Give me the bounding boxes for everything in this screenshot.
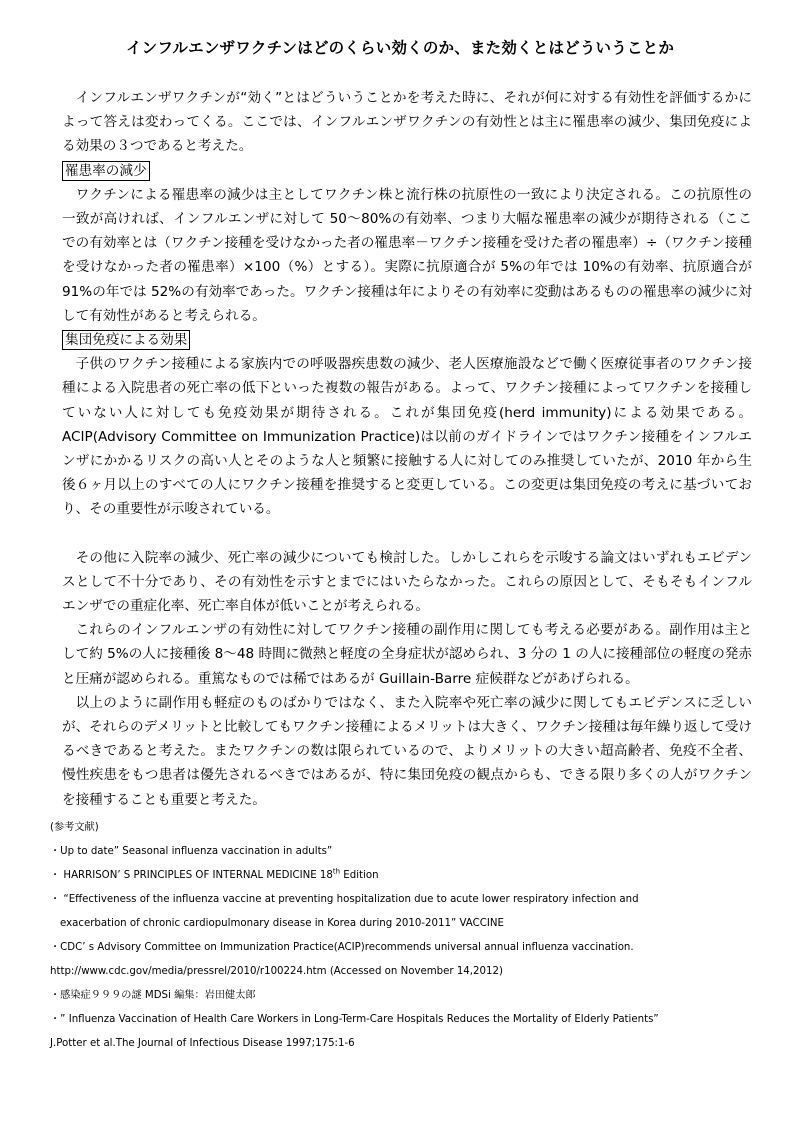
paragraph-5: 以上のように副作用も軽症のものばかりではなく、また入院率や死亡率の減少に関してもエビデンスに乏しいが、それらのデメリットと比較してもワクチン接種によるメリットは大きく、ワクチン接種は毎年繰り返して受けるべきであると考えた。またワクチンの数は限られているので、よりメリットの大きい超高齢者、免疫不全者、慢性疾患をもつ患者は優先されるべきではあるが、特に集団免疫の観点からも、できる限り多くの人がワクチンを接種することも重要と考えた。: [62, 694, 753, 808]
reference-4-line-1: ・CDC’ s Advisory Committee on Immunization Practice(ACIP)recommends universal annual influenza vaccination.: [50, 942, 634, 953]
references-heading: (参考文献): [50, 822, 99, 833]
reference-3-line-1: ・ “Effectiveness of the influenza vaccine at preventing hospitalization due to acute lower respiratory infection and: [50, 894, 639, 905]
reference-2-main: ・ HARRISON’ S PRINCIPLES OF INTERNAL MEDICINE 18: [50, 870, 333, 881]
section1-heading-line: [62, 159, 752, 183]
paragraph-3: その他に入院率の減少、死亡率の減少についても検討した。しかしこれらを示唆する論文はいずれもエビデンスとして不十分であり、その有効性を示すとまでにはいたらなかった。これらの原因として、そもそもインフルエンザでの重症化率、死亡率自体が低いことが考えられる。: [62, 549, 752, 615]
section2-heading-line: [62, 328, 752, 352]
section1-paragraph: ワクチンによる罹患率の減少は主としてワクチン株と流行株の抗原性の一致により決定される。この抗原性の一致が高ければ、インフルエンザに対して 50～80%の有効率、つまり大幅な罹患率の減少が期待される（ここでの有効率とは（ワクチン接種を受けなかった者の罹患率－ワクチン接種を受けた者の罹患率）÷（ワクチン接種を受けなかった者の罹患率）×100（%）とする）。実際に抗原適合が 5%の年では 10%の有効率、抗原適合が 91%の年では 52%の有効率であった。ワクチン接種は年によりその有効率に変動はあるものの罹患率の減少に対して有効性があると考えられる。: [62, 186, 752, 324]
reference-2: [50, 864, 760, 888]
reference-6-line-1: ・” Influenza Vaccination of Health Care Workers in Long-Term-Care Hospitals Reduces the Mortality of Elderly Patients”: [50, 1014, 659, 1025]
section2-heading: 集団免疫による効果: [62, 330, 190, 350]
references-list: [50, 816, 760, 1056]
reference-4-line-2: http://www.cdc.gov/media/pressrel/2010/r100224.htm (Accessed on November 14,2012): [50, 966, 503, 977]
section2-paragraph: 子供のワクチン接種による家族内での呼吸器疾患数の減少、老人医療施設などで働く医療従事者のワクチン接種による入院患者の死亡率の低下といった複数の報告がある。よって、ワクチン接種によってワクチンを接種していない人に対しても免疫効果が期待される。これが集団免疫(herd immunity)による効果である。ACIP(Advisory Committee on Immunization Practice)は以前のガイドラインではワクチン接種をインフルエンザにかかるリスクの高い人とそのような人と頻繁に接触する人に対してのみ推奨していたが、2010 年から生後６ヶ月以上のすべての人にワクチン接種を推奨すると変更している。この変更は集団免疫の考えに基づいており、その重要性が示唆されている。: [62, 356, 752, 518]
section1-heading: 罹患率の減少: [62, 161, 150, 181]
document-title: インフルエンザワクチンはどのくらい効くのか、また効くとはどういうことか: [125, 39, 675, 57]
paragraph-gap: [62, 522, 752, 546]
reference-3-line-2: exacerbation of chronic cardiopulmonary disease in Korea during 2010-2011” VACCINE: [60, 918, 504, 929]
reference-6-line-2: J.Potter et al.The Journal of Infectious Disease 1997;175:1-6: [50, 1038, 355, 1049]
reference-5: ・感染症９９９の謎 MDSi 編集：岩田健太郎: [50, 990, 256, 1001]
reference-1: ・Up to date” Seasonal influenza vaccination in adults”: [50, 846, 333, 857]
intro-paragraph: インフルエンザワクチンが“効く”とはどういうことかを考えた時に、それが何に対する有効性を評価するかによって答えは変わってくる。ここでは、インフルエンザワクチンの有効性とは主に罹患率の減少、集団免疫による効果の３つであると考えた。: [62, 90, 752, 155]
reference-2-tail: Edition: [340, 870, 379, 881]
paragraph-4: これらのインフルエンザの有効性に対してワクチン接種の副作用に関しても考える必要がある。副作用は主として約 5%の人に接種後 8～48 時間に微熱と軽度の全身症状が認められ、3 分の 1 の人に接種部位の軽度の発赤と圧痛が認められる。重篤なものでは稀ではあるが Guillain-Barre 症候群などがあげられる。: [62, 622, 752, 687]
reference-2-sup: th: [332, 867, 341, 876]
document-body: [62, 86, 752, 812]
